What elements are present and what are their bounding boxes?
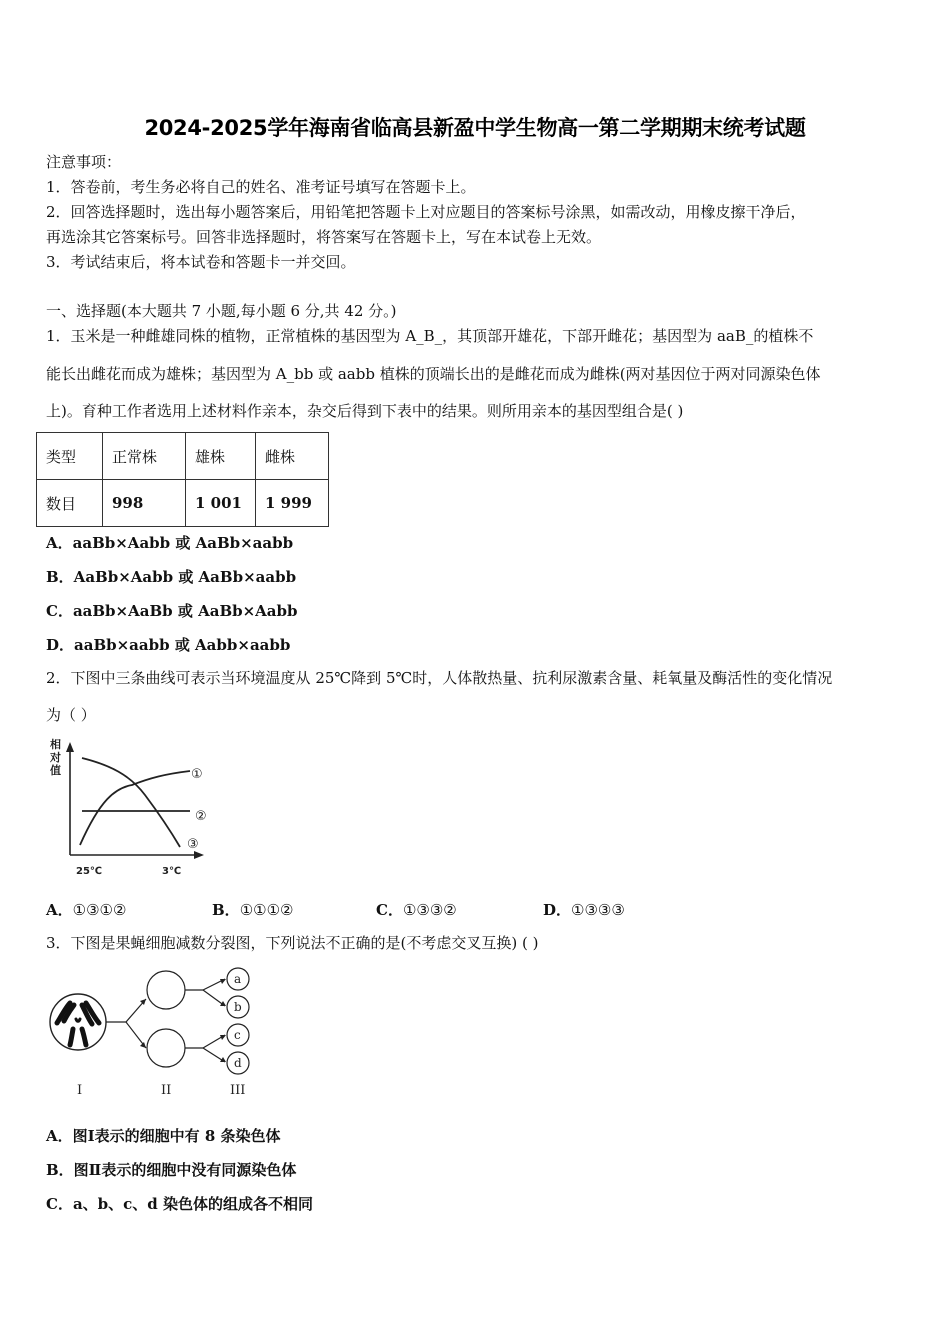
q2-text-line-1: 2．下图中三条曲线可表示当环境温度从 25℃降到 5℃时，人体散热量、抗利尿激素含量、耗氧量及酶活性的变化情况 xyxy=(46,669,833,687)
table-cell: 数目 xyxy=(37,480,103,527)
q3-text: 3．下图是果蝇细胞减数分裂图，下列说法不正确的是(不考虑交叉互换) ( ) xyxy=(46,934,539,952)
option-text: ①①①② xyxy=(239,901,294,919)
stage-label-iii: III xyxy=(230,1083,246,1098)
curve-label-2: ② xyxy=(195,809,207,824)
table-cell: 正常株 xyxy=(103,433,186,480)
stage-label-ii: II xyxy=(161,1083,172,1098)
table-cell: 1 001 xyxy=(186,480,256,527)
option-letter: A． xyxy=(46,901,73,919)
table-cell: 1 999 xyxy=(256,480,329,527)
page-title: 2024-2025学年海南省临高县新盈中学生物高一第二学期期末统考试题 xyxy=(144,116,806,140)
y-axis-arrow-icon xyxy=(66,742,74,752)
q1-option-a[interactable]: A．aaBb×Aabb 或 AaBb×aabb xyxy=(46,534,294,552)
table-cell: 雌株 xyxy=(256,433,329,480)
cell-ii-bottom xyxy=(147,1029,185,1067)
option-text: ①③③② xyxy=(402,901,457,919)
q3-option-b[interactable]: B．图Ⅱ表示的细胞中没有同源染色体 xyxy=(46,1161,297,1179)
option-text: ①③①② xyxy=(72,901,127,919)
q2-option-c[interactable] xyxy=(376,899,457,920)
option-letter: B． xyxy=(212,901,240,919)
q2-option-b[interactable] xyxy=(212,899,293,920)
q3-meiosis-diagram xyxy=(40,955,270,1105)
notice-item-2-cont: 再选涂其它答案标号。回答非选择题时，将答案写在答题卡上，写在本试卷上无效。 xyxy=(46,228,602,246)
q2-option-a[interactable] xyxy=(46,899,126,920)
option-letter: D． xyxy=(543,901,572,919)
x-end-label: 3℃ xyxy=(162,866,182,877)
q1-option-c[interactable]: C．aaBb×AaBb 或 AaBb×Aabb xyxy=(46,602,298,620)
table-cell: 雄株 xyxy=(186,433,256,480)
q1-text-line-1: 1．玉米是一种雌雄同株的植物，正常植株的基因型为 A_B_，其顶部开雄花，下部开雌花；基因型为 aaB_的植株不 xyxy=(46,327,814,345)
curve-1 xyxy=(80,771,190,845)
option-text: ①③③③ xyxy=(571,901,625,919)
q1-text-line-3: 上)。育种工作者选用上述材料作亲本，杂交后得到下表中的结果。则所用亲本的基因型组合是( ) xyxy=(46,402,684,420)
x-axis-arrow-icon xyxy=(194,851,204,859)
table-row xyxy=(37,480,329,527)
svg-text:对: 对 xyxy=(50,751,61,764)
notice-heading: 注意事项： xyxy=(46,153,122,171)
q2-curve-chart xyxy=(40,730,240,885)
notice-item-1: 1．答卷前，考生务必将自己的姓名、准考证号填写在答题卡上。 xyxy=(46,178,476,196)
table-header-row xyxy=(37,433,329,480)
cell-ii-top xyxy=(147,971,185,1009)
q3-option-c[interactable]: C．a、b、c、d 染色体的组成各不相同 xyxy=(46,1195,313,1213)
svg-text:c: c xyxy=(234,1028,241,1042)
curve-label-3: ③ xyxy=(187,837,199,852)
y-axis-label: 相 xyxy=(50,738,61,751)
q2-option-d[interactable] xyxy=(543,899,625,920)
q1-option-b[interactable]: B．AaBb×Aabb 或 AaBb×aabb xyxy=(46,568,297,586)
q1-option-d[interactable]: D．aaBb×aabb 或 Aabb×aabb xyxy=(46,636,291,654)
curve-3 xyxy=(82,758,180,847)
svg-text:b: b xyxy=(234,1000,242,1014)
notice-item-2: 2．回答选择题时，选出每小题答案后，用铅笔把答题卡上对应题目的答案标号涂黑，如需改动，用橡皮擦干净后， xyxy=(46,203,806,221)
stage-label-i: I xyxy=(77,1083,83,1098)
svg-text:d: d xyxy=(234,1056,242,1070)
notice-item-3: 3．考试结束后，将本试卷和答题卡一并交回。 xyxy=(46,253,356,271)
svg-text:值: 值 xyxy=(50,764,61,777)
section-heading: 一、选择题(本大题共 7 小题,每小题 6 分,共 42 分。) xyxy=(46,302,397,320)
x-start-label: 25℃ xyxy=(76,866,103,877)
q1-text-line-2: 能长出雌花而成为雄株；基因型为 A_bb 或 aabb 植株的顶端长出的是雌花而成为雌株(两对基因位于两对同源染色体 xyxy=(46,365,821,383)
svg-text:a: a xyxy=(234,972,242,986)
option-letter: C． xyxy=(376,901,403,919)
table-cell: 类型 xyxy=(37,433,103,480)
table-cell: 998 xyxy=(103,480,186,527)
q1-results-table xyxy=(36,432,329,527)
q2-text-line-2: 为（ ） xyxy=(46,706,96,724)
curve-label-1: ① xyxy=(191,767,203,782)
q3-option-a[interactable]: A．图Ⅰ表示的细胞中有 8 条染色体 xyxy=(46,1127,281,1145)
